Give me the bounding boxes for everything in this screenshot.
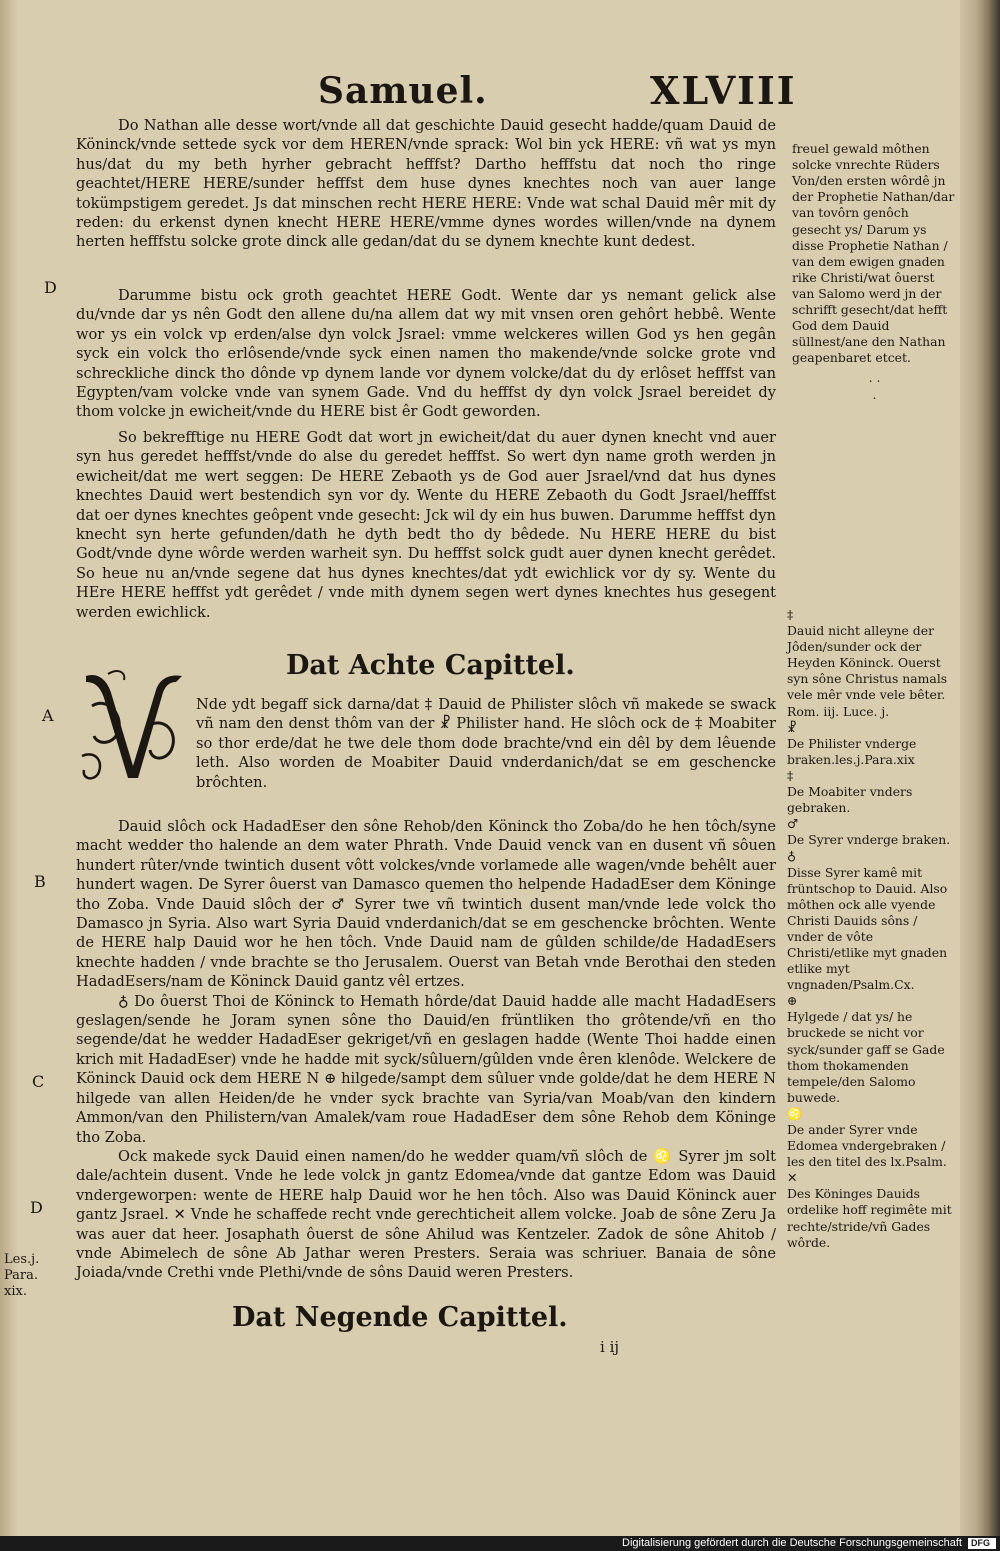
dfg-logo: DFG	[968, 1538, 996, 1549]
sidenote-ornament: . . .	[868, 370, 881, 402]
margin-letter: A	[42, 706, 54, 725]
page-edge	[0, 0, 18, 1536]
text-block	[76, 817, 776, 1283]
paragraph: ♁ Do ôuerst Thoi de Köninck to Hemath hôrde/dat Dauid hadde alle macht HadadEsers geslagen/sende he Joram synen sône tho Dauid/en früntliken tho grôtende/vñ en tho segende/dat he wedder HadadEser gekriget/vñ en geslagen hadde (Wente Thoi hadde einen krich mit HadadEser) vnde he hadde mit syck/sûluern/gûlden vnde êren klenôde. Welckere de Köninck Dauid ock dem HERE N ⊕ hilgede/sampt dem sûluer vnde golde/dat he dem HERE N hilgede van allen Heiden/de he vnder syck brachte van Syria/van Moab/van den kindern Ammon/van den Philistern/van Amalek/vam roue HadadEser dem sône Rehob dem Köninge tho Zoba.	[76, 992, 776, 1146]
footer-credit: Digitalisierung gefördert durch die Deutsche Forschungsgemeinschaft	[622, 1537, 962, 1549]
sidenote: ‡ Dauid nicht alleyne der Jôden/sunder ock der Heyden Köninck. Ouerst syn sône Christus namals vele mêr vnde vele bêter. Rom. iij. Luce. j. ☧ De Philister vnderge braken.les.j.Para.xix ‡ De Moabiter vnders gebraken. ♂ De Syrer vnderge braken. ♁ Disse Syrer kamê mit früntschop to Dauid. Also môthen ock alle vyende Christi Dauids sôns / vnder de vôte Christi/etlike myt gnaden etlike myt vngnaden/Psalm.Cx. ⊕ Hylgede / dat ys/ he bruckede se nicht vor syck/sunder gaff se Gade thom thokamenden tempele/den Salomo buwede. ♌ De ander Syrer vnde Edomea vndergebraken / les den titel des lx.Psalm. ✕ Des Köninges Dauids ordelike hoff regimête mit rechte/stride/vñ Gades wôrde.	[787, 607, 952, 1250]
running-head-title: Samuel.	[318, 70, 488, 112]
running-head-folio: XLVIII	[650, 68, 797, 113]
chapter-heading: Dat Negende Capittel.	[232, 1302, 568, 1333]
margin-letter: C	[32, 1072, 45, 1091]
margin-letter: D	[30, 1198, 43, 1217]
sidenote-text: freuel gewald môthen solcke vnrechte Rüders Von/den ersten wôrdê jn der Prophetie Nathan/dar van tovôrn genôch gesecht ys/ Darum ys disse Prophetie Nathan / van dem ewigen gnaden rike Christi/wat ôuerst van Salomo werd jn der schrifft gesecht/dat hefft God dem Dauid süllnest/ane den Nathan geapenbaret etcet.	[792, 141, 955, 366]
text-block	[76, 428, 776, 622]
paragraph: So bekrefftige nu HERE Godt dat wort jn ewicheit/dat du auer dynen knecht vnd auer syn hus geredet hefffst/vnde do alse du geredet hefffst. So wert dyn name groth werden jn ewicheit/dat me wert seggen: De HERE Zebaoth ys de God auer Jsrael/vnd dat hus dynes knechtes Dauid wert bestendich syn vor dy. Wente du HERE Zebaoth du Godt Jsrael/hefffst dat oer dynes knechtes geôpent vnde gesecht: Jck wil dy ein hus buwen. Darumme hefffst dyn knecht syn herte gefunden/dath he dyth bedt tho dy bêdede. Nu HERE HERE du bist Godt/vnde dyne wôrde werden warheit syn. Du hefffst solck gudt auer dynen knecht gerêdet. So heue nu an/vnde segene dat hus dynes knechtes/dat ydt ewichlick vor dy sy. Wente du HEre HERE hefffst ydt gerêdet / vnde mith dynem segen wert dynes knechtes hus gesegent werden ewichlick.	[76, 429, 776, 621]
signature-mark: i ij	[600, 1338, 620, 1356]
paragraph: Do Nathan alle desse wort/vnde all dat geschichte Dauid gesecht hadde/quam Dauid de Köninck/vnde settede syck vor dem HEREN/vnde sprack: Wol bin yck HERE: vñ wat ys myn hus/dat du my beth hyrher gebracht hefffst? Dartho hefffstu dat noch tho ringe geachtet/HERE HERE/sunder hefffst dem huse dynes knechtes noch van auer lange tokümpstigem geredet. Js dat minschen recht HERE HERE: Vnde wat schal Dauid mêr mit dy reden: du erkenst dynen knecht HERE HERE/vmme dynes wordes willen/vnde na dynem herten hefffstu solcke grote dinck alle gedan/dat du se dynem knechte kunt dedest.	[76, 117, 776, 251]
text-block	[76, 116, 776, 252]
page-gutter-shadow	[960, 0, 1000, 1536]
text-block	[196, 695, 776, 792]
margin-letter: B	[34, 872, 46, 891]
digitization-footer	[0, 1536, 1000, 1551]
paragraph: Nde ydt begaff sick darna/dat ‡ Dauid de Philister slôch vñ makede se swack vñ nam den denst thôm van der ☧ Philister hand. He slôch ock de ‡ Moabiter so thor erde/dat he twe dele thom dode brachte/vnd ein dêl by dem lêuende leth. Also worden de Moabiter Dauid vnderdanich/dat se em geschencke brôchten.	[196, 696, 776, 791]
decorated-initial-v-icon	[78, 666, 188, 786]
margin-letter: D	[44, 278, 57, 297]
text-block	[76, 286, 776, 422]
margin-note-les: Les.j. Para. xix.	[4, 1252, 40, 1299]
paragraph: Ock makede syck Dauid einen namen/do he wedder quam/vñ slôch de ♌ Syrer jm solt dale/achtein dusent. Vnde he lede volck jn gantz Edomea/vnde dat gantze Edom was Dauid vndergeworpen: wente de HERE halp Dauid wor he hen tôch. Also was Dauid Köninck auer gantz Jsrael. ✕ Vnde he schaffede recht vnde gerechticheit allem volcke. Joab de sône Zeru Ja was auer dat heer. Josaphath ôuerst de sône Ahilud was Kentzeler. Zadok de sône Ahitob / vnde Abimelech de sône Ab Jathar weren Presters. Seraia was schriuer. Banaia de sône Joiada/vnde Crethi vnde Plethi/vnde de sôns Dauid weren Presters.	[76, 1147, 776, 1282]
chapter-heading: Dat Achte Capittel.	[286, 650, 575, 681]
paragraph: Darumme bistu ock groth geachtet HERE Godt. Wente dar ys nemant gelick alse du/vnde dar ys nên Godt den allene du/na allem dat wy mit vnsen oren gehôrt hebbê. Wente wor ys ein volck vp erden/alse dyn volck Jsrael: vmme welckeres willen God ys hen gegân syck ein volck tho erlôsende/vnde syck einen namen tho makende/vnde solcke grote vnd schreckliche dinck tho dônde vp dynem lande vor dynem volcke/dat du dy erlôset hefffst van Egypten/vam volcke vnde van synem Gade. Vnd du hefffst dy dyn volck Jsrael bereidet dy thom volcke jn ewicheit/vnde du HERE bist êr Godt geworden.	[76, 287, 776, 421]
paragraph: Dauid slôch ock HadadEser den sône Rehob/den Köninck tho Zoba/do he hen tôch/syne macht wedder tho halende an dem water Phrath. Vnde Dauid venck van en dusent vñ sôuen hundert rûter/vnde twintich dusent vôtt volckes/vnde vorlamede alle wagen/vnde behêlt auer hundert wagen. De Syrer ôuerst van Damasco quemen tho helpende HadadEser dem Köninge tho Zoba. Vnde Dauid slôch der ♂ Syrer twe vñ twintich dusent man/vnde lede volck tho Damasco jn Syria. Also wart Syria Dauid vnderdanich/dat se em geschencke brôchten. Wente de HERE halp Dauid wor he hen tôch. Vnde Dauid nam de gûlden schilde/de HadadEsers knechte hadden / vnde brachte se tho Jerusalem. Ouerst van Betah vnde Berothai den steden HadadEsers/nam de Köninck Dauid gantz vêl ertzes.	[76, 818, 776, 991]
sidenote	[792, 125, 957, 419]
